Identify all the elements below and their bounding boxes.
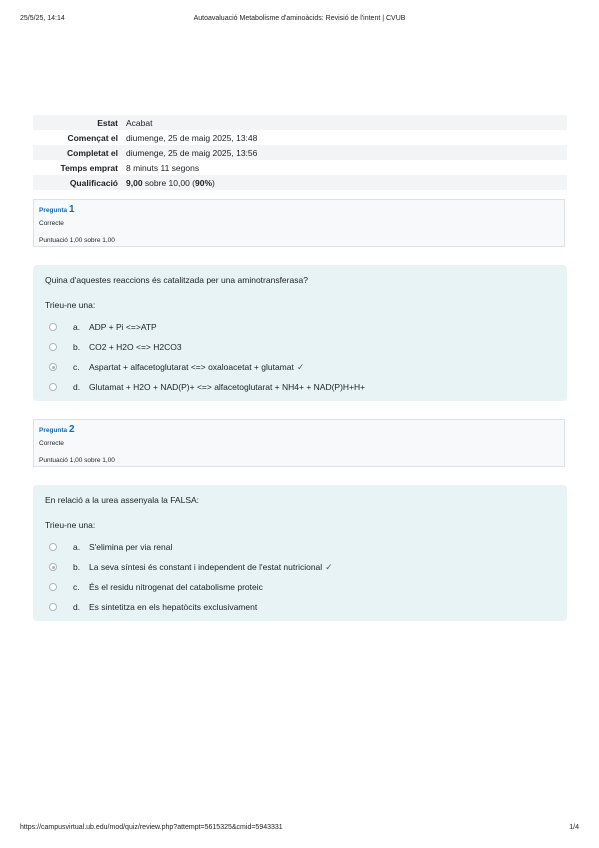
option-letter: c. xyxy=(73,362,80,372)
option-text: És el residu nitrogenat del catabolisme proteic xyxy=(89,582,263,592)
radio-button[interactable] xyxy=(49,343,57,351)
grade-score: 9,00 xyxy=(126,177,143,188)
answer-option-c[interactable] xyxy=(45,357,555,377)
summary-row-completed xyxy=(33,145,567,160)
summary-value: diumenge, 25 de maig 2025, 13:56 xyxy=(126,147,258,158)
question-grade: Puntuació 1,00 sobre 1,00 xyxy=(39,237,115,244)
question-content-2 xyxy=(33,485,567,621)
summary-value: diumenge, 25 de maig 2025, 13:48 xyxy=(126,132,258,143)
option-text: Aspartat + alfacetoglutarat <=> oxaloacetat + glutamat xyxy=(89,362,294,372)
option-text: CO2 + H2O <=> H2CO3 xyxy=(89,342,182,352)
print-header xyxy=(20,15,579,27)
option-letter: b. xyxy=(73,342,81,352)
grade-percent: 90% xyxy=(195,177,213,188)
attempt-summary-table xyxy=(33,115,567,190)
radio-button[interactable] xyxy=(49,603,57,611)
radio-button[interactable] xyxy=(49,383,57,391)
question-prefix: Pregunta xyxy=(39,427,69,434)
question-number-value: 1 xyxy=(68,204,75,215)
question-state: Correcte xyxy=(39,440,64,447)
question-state: Correcte xyxy=(39,220,64,227)
question-text: Quina d'aquestes reaccions és catalitzada per una aminotransferasa? xyxy=(45,275,308,285)
question-info-1 xyxy=(33,199,565,247)
summary-label: Començat el xyxy=(67,132,118,143)
option-letter: c. xyxy=(73,582,80,592)
answer-option-a[interactable] xyxy=(45,537,555,557)
option-text: ADP + Pi <=>ATP xyxy=(89,322,157,332)
answer-list xyxy=(45,317,555,397)
option-letter: a. xyxy=(73,322,81,332)
print-date: 25/5/25, 14:14 xyxy=(20,15,65,22)
answer-option-d[interactable] xyxy=(45,377,555,397)
radio-button[interactable] xyxy=(49,543,57,551)
print-title: Autoavaluació Metabolisme d'aminoàcids: Revisió de l'intent | CVUB xyxy=(193,15,406,22)
question-number xyxy=(39,424,559,437)
page-number: 1/4 xyxy=(569,824,579,831)
correct-check-icon: ✓ xyxy=(325,562,333,572)
answer-prompt: Trieu-ne una: xyxy=(45,300,96,310)
option-letter: a. xyxy=(73,542,81,552)
question-text: En relació a la urea assenyala la FALSA: xyxy=(45,495,200,505)
answer-option-b[interactable] xyxy=(45,337,555,357)
radio-button[interactable] xyxy=(49,583,57,591)
option-text: Es sintetitza en els hepatòcits exclusivament xyxy=(89,602,258,612)
summary-row-time-taken xyxy=(33,160,567,175)
answer-list xyxy=(45,537,555,617)
answer-option-c[interactable] xyxy=(45,577,555,597)
summary-row-grade xyxy=(33,175,567,190)
answer-option-a[interactable] xyxy=(45,317,555,337)
option-letter: d. xyxy=(73,382,81,392)
correct-check-icon: ✓ xyxy=(296,362,305,372)
radio-button-selected[interactable] xyxy=(49,563,57,571)
question-grade: Puntuació 1,00 sobre 1,00 xyxy=(39,457,115,464)
question-info-2 xyxy=(33,419,565,467)
summary-label: Completat el xyxy=(66,147,118,158)
summary-value: 8 minuts 11 segons xyxy=(126,162,200,173)
print-url: https://campusvirtual.ub.edu/mod/quiz/review.php?attempt=5615325&cmid=5943331 xyxy=(20,824,283,831)
question-number xyxy=(39,204,559,217)
option-letter: b. xyxy=(73,562,81,572)
option-text: S'elimina per via renal xyxy=(89,542,173,552)
summary-value xyxy=(124,175,567,190)
summary-row-started xyxy=(33,130,567,145)
summary-label: Estat xyxy=(97,117,118,128)
radio-button-selected[interactable] xyxy=(49,363,57,371)
answer-option-d[interactable] xyxy=(45,597,555,617)
summary-label: Temps emprat xyxy=(60,162,118,173)
question-prefix: Pregunta xyxy=(39,207,69,214)
summary-row-state xyxy=(33,115,567,130)
question-content-1 xyxy=(33,265,567,401)
answer-prompt: Trieu-ne una: xyxy=(45,520,96,530)
radio-button[interactable] xyxy=(49,323,57,331)
option-text: Glutamat + H2O + NAD(P)+ <=> alfacetoglutarat + NH4+ + NAD(P)H+H+ xyxy=(89,382,366,392)
summary-label: Qualificació xyxy=(69,177,118,188)
question-number-value: 2 xyxy=(68,424,75,435)
grade-close: ) xyxy=(212,177,215,188)
option-letter: d. xyxy=(73,602,81,612)
option-text: La seva síntesi és constant i independent de l'estat nutricional xyxy=(89,562,323,572)
summary-value: Acabat xyxy=(126,117,153,128)
answer-option-b[interactable] xyxy=(45,557,555,577)
print-footer xyxy=(20,824,579,836)
grade-out-of: sobre 10,00 ( xyxy=(142,177,195,188)
